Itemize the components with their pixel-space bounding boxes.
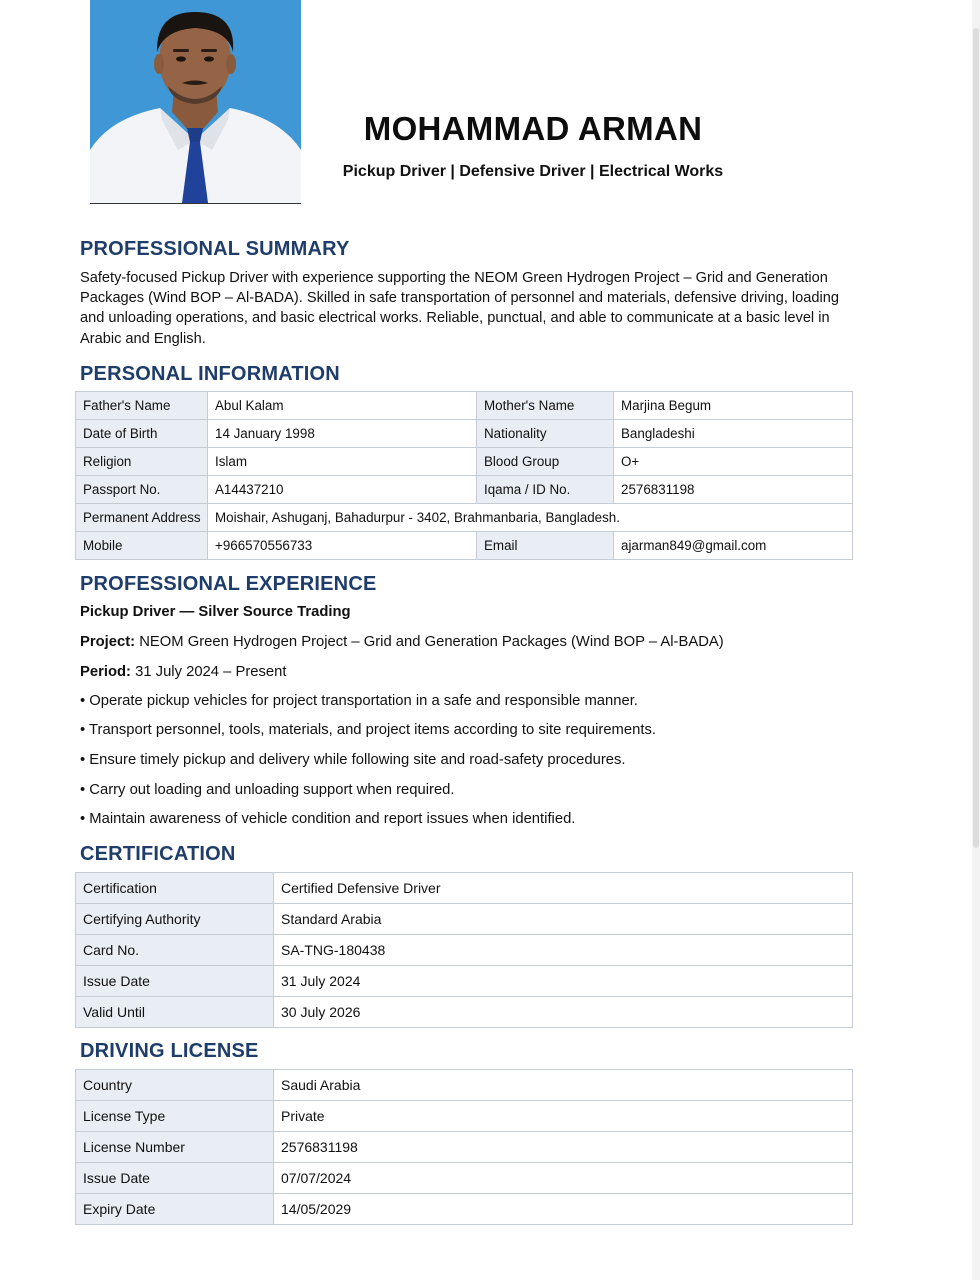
duty-bullet: • Operate pickup vehicles for project transportation in a safe and responsible manner. xyxy=(80,693,638,709)
period-label: Period: xyxy=(80,664,131,680)
table-row xyxy=(76,532,853,560)
table-row xyxy=(76,1070,853,1101)
field-label: Certification xyxy=(76,873,274,904)
field-value: Certified Defensive Driver xyxy=(274,873,853,904)
table-row xyxy=(76,1101,853,1132)
table-row xyxy=(76,448,853,476)
personal-info-table xyxy=(75,391,853,560)
period-value: 31 July 2024 – Present xyxy=(135,664,287,680)
field-label: License Type xyxy=(76,1101,274,1132)
driving-license-table xyxy=(75,1069,853,1225)
summary-text: Safety-focused Pickup Driver with experience supporting the NEOM Green Hydrogen Project – Grid and Generation Packages (Wind BOP – Al-BADA). Skilled in safe transportation of personnel and materials, defensive driving, loading and unloading operations, and basic electrical works. Reliable, punctual, and able to communicate at a basic level in Arabic and English. xyxy=(80,270,840,347)
certification-table xyxy=(75,872,853,1028)
scrollbar-thumb[interactable] xyxy=(973,28,979,848)
field-label: Permanent Address xyxy=(76,504,208,532)
field-label: Country xyxy=(76,1070,274,1101)
field-value: 2576831198 xyxy=(274,1132,853,1163)
field-label: Expiry Date xyxy=(76,1194,274,1225)
field-label: Email xyxy=(477,532,614,560)
field-value: Islam xyxy=(208,448,477,476)
duty-bullet: • Carry out loading and unloading support when required. xyxy=(80,782,455,798)
table-row xyxy=(76,392,853,420)
field-label: Passport No. xyxy=(76,476,208,504)
address-value: Moishair, Ashuganj, Bahadurpur - 3402, Brahmanbaria, Bangladesh. xyxy=(208,504,853,532)
field-label: Father's Name xyxy=(76,392,208,420)
certification-heading: CERTIFICATION xyxy=(80,843,236,865)
field-label: Date of Birth xyxy=(76,420,208,448)
candidate-tagline: Pickup Driver | Defensive Driver | Electrical Works xyxy=(342,163,724,180)
field-value: 30 July 2026 xyxy=(274,997,853,1028)
table-row xyxy=(76,476,853,504)
driving-license-heading: DRIVING LICENSE xyxy=(80,1040,259,1062)
field-label: Certifying Authority xyxy=(76,904,274,935)
table-row xyxy=(76,1194,853,1225)
field-value: Abul Kalam xyxy=(208,392,477,420)
duty-bullet: • Maintain awareness of vehicle condition and report issues when identified. xyxy=(80,811,576,827)
table-row xyxy=(76,966,853,997)
field-label: Valid Until xyxy=(76,997,274,1028)
profile-photo xyxy=(90,0,301,204)
personal-info-heading: PERSONAL INFORMATION xyxy=(80,363,340,385)
field-value: Saudi Arabia xyxy=(274,1070,853,1101)
field-label: License Number xyxy=(76,1132,274,1163)
duty-bullet: • Transport personnel, tools, materials, and project items according to site requirements. xyxy=(80,722,656,738)
table-row xyxy=(76,420,853,448)
field-label: Iqama / ID No. xyxy=(477,476,614,504)
project-label: Project: xyxy=(80,634,136,650)
field-value: 14/05/2029 xyxy=(274,1194,853,1225)
field-label: Religion xyxy=(76,448,208,476)
email-value: ajarman849@gmail.com xyxy=(614,532,853,560)
field-value: 31 July 2024 xyxy=(274,966,853,997)
field-label: Card No. xyxy=(76,935,274,966)
table-row xyxy=(76,904,853,935)
field-value: 14 January 1998 xyxy=(208,420,477,448)
field-label: Issue Date xyxy=(76,966,274,997)
period-line xyxy=(80,664,286,680)
field-label: Mobile xyxy=(76,532,208,560)
job-title: Pickup Driver — Silver Source Trading xyxy=(80,604,351,620)
field-value: Bangladeshi xyxy=(614,420,853,448)
field-value: O+ xyxy=(614,448,853,476)
field-value: Marjina Begum xyxy=(614,392,853,420)
candidate-name: MOHAMMAD ARMAN xyxy=(363,110,703,147)
field-value: A14437210 xyxy=(208,476,477,504)
project-line xyxy=(80,634,724,650)
field-value: SA-TNG-180438 xyxy=(274,935,853,966)
duty-bullet: • Ensure timely pickup and delivery while following site and road-safety procedures. xyxy=(80,752,626,768)
experience-heading: PROFESSIONAL EXPERIENCE xyxy=(80,573,377,595)
project-value: NEOM Green Hydrogen Project – Grid and Generation Packages (Wind BOP – Al-BADA) xyxy=(139,634,724,650)
scrollbar-track[interactable] xyxy=(972,0,980,1280)
table-row xyxy=(76,1163,853,1194)
field-label: Nationality xyxy=(477,420,614,448)
table-row xyxy=(76,873,853,904)
field-value: +966570556733 xyxy=(208,532,477,560)
field-value: Standard Arabia xyxy=(274,904,853,935)
field-value: 2576831198 xyxy=(614,476,853,504)
field-label: Issue Date xyxy=(76,1163,274,1194)
table-row xyxy=(76,504,853,532)
field-label: Mother's Name xyxy=(477,392,614,420)
field-value: 07/07/2024 xyxy=(274,1163,853,1194)
summary-heading: PROFESSIONAL SUMMARY xyxy=(80,238,350,260)
table-row xyxy=(76,935,853,966)
table-row xyxy=(76,997,853,1028)
field-label: Blood Group xyxy=(477,448,614,476)
field-value: Private xyxy=(274,1101,853,1132)
table-row xyxy=(76,1132,853,1163)
